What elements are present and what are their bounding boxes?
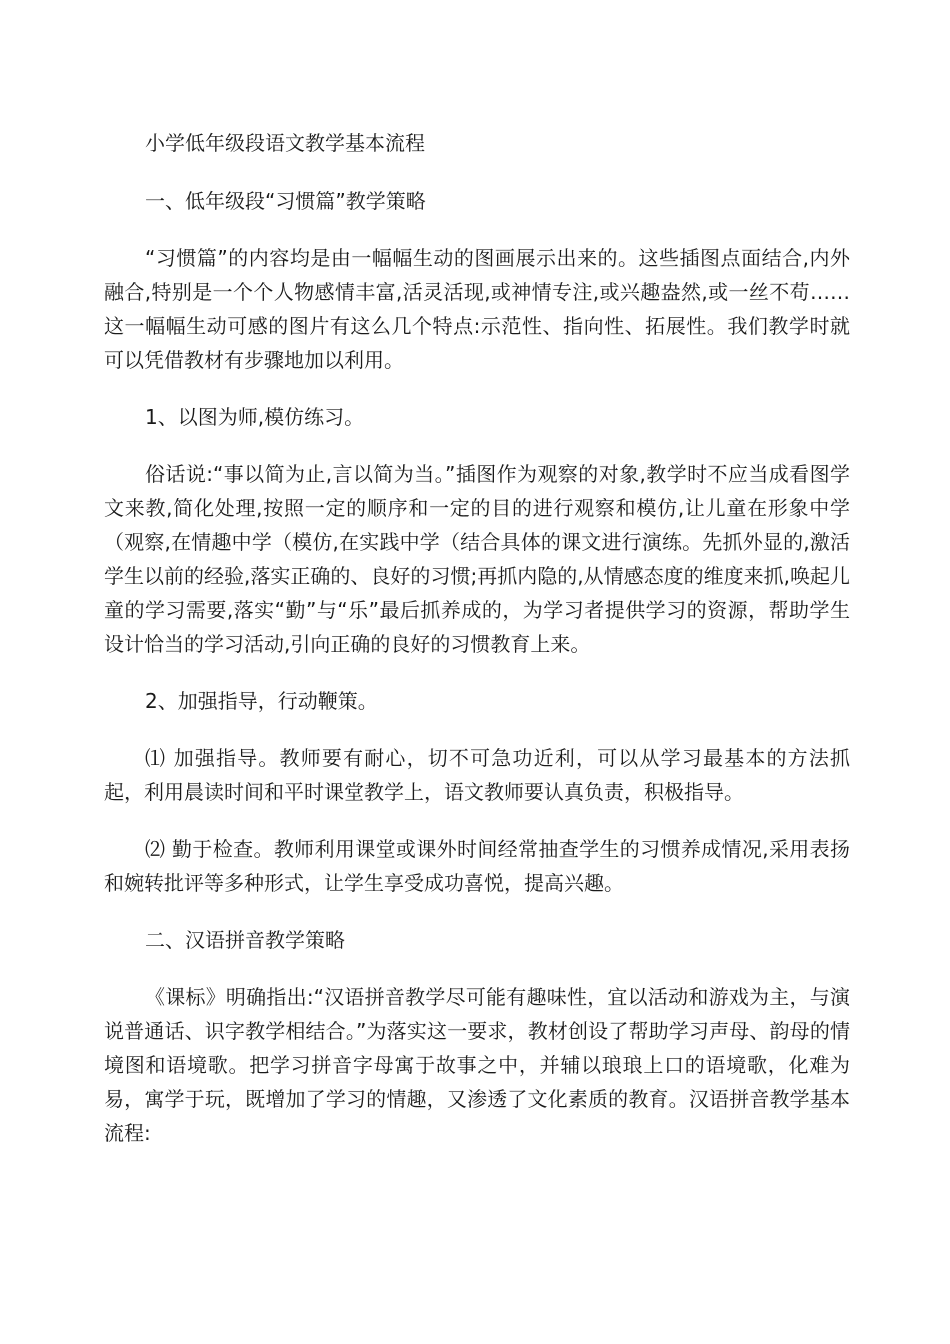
- document-body: [104, 126, 850, 1150]
- section-heading-habits: 一、低年级段“习惯篇”教学策略: [145, 189, 426, 213]
- paragraph-guidance: ⑴ 加强指导。教师要有耐心，切不可急功近利，可以从学习最基本的方法抓起，利用晨读时间和平时课堂教学上，语文教师要认真负责，积极指导。: [104, 746, 850, 804]
- document-title: 小学低年级段语文教学基本流程: [145, 131, 425, 155]
- subheading-guidance: 2、加强指导，行动鞭策。: [145, 689, 378, 713]
- paragraph-habits-intro: “习惯篇”的内容均是由一幅幅生动的图画展示出来的。这些插图点面结合,内外融合,特别是一个个人物感情丰富,活灵活现,或神情专注,或兴趣盎然,或一丝不苟……这一幅幅生动可感的图片有这么几个特点:示范性、指向性、拓展性。我们教学时就可以凭借教材有步骤地加以利用。: [104, 246, 850, 372]
- paragraph-imitation: 俗话说:“事以简为止,言以简为当。”插图作为观察的对象,教学时不应当成看图学文来教,简化处理,按照一定的顺序和一定的目的进行观察和模仿,让儿童在形象中学（观察,在情趣中学（模仿,在实践中学（结合具体的课文进行演练。先抓外显的,激活学生以前的经验,落实正确的、良好的习惯;再抓内隐的,从情感态度的维度来抓,唤起儿童的学习需要,落实“勤”与“乐”最后抓养成的，为学习者提供学习的资源，帮助学生设计恰当的学习活动,引向正确的良好的习惯教育上来。: [104, 462, 850, 656]
- subheading-imitation: 1、以图为师,模仿练习。: [145, 405, 365, 429]
- paragraph-pinyin: 《课标》明确指出:“汉语拼音教学尽可能有趣味性，宜以活动和游戏为主，与演说普通话、识字教学相结合。”为落实这一要求，教材创设了帮助学习声母、韵母的情境图和语境歌。把学习拼音字母寓于故事之中，并辅以琅琅上口的语境歌，化难为易，寓学于玩，既增加了学习的情趣，又渗透了文化素质的教育。汉语拼音教学基本流程:: [104, 985, 850, 1145]
- paragraph-inspection: ⑵ 勤于检查。教师利用课堂或课外时间经常抽查学生的习惯养成情况,采用表扬和婉转批评等多种形式，让学生享受成功喜悦，提高兴趣。: [104, 837, 850, 895]
- section-heading-pinyin: 二、汉语拼音教学策略: [145, 928, 345, 952]
